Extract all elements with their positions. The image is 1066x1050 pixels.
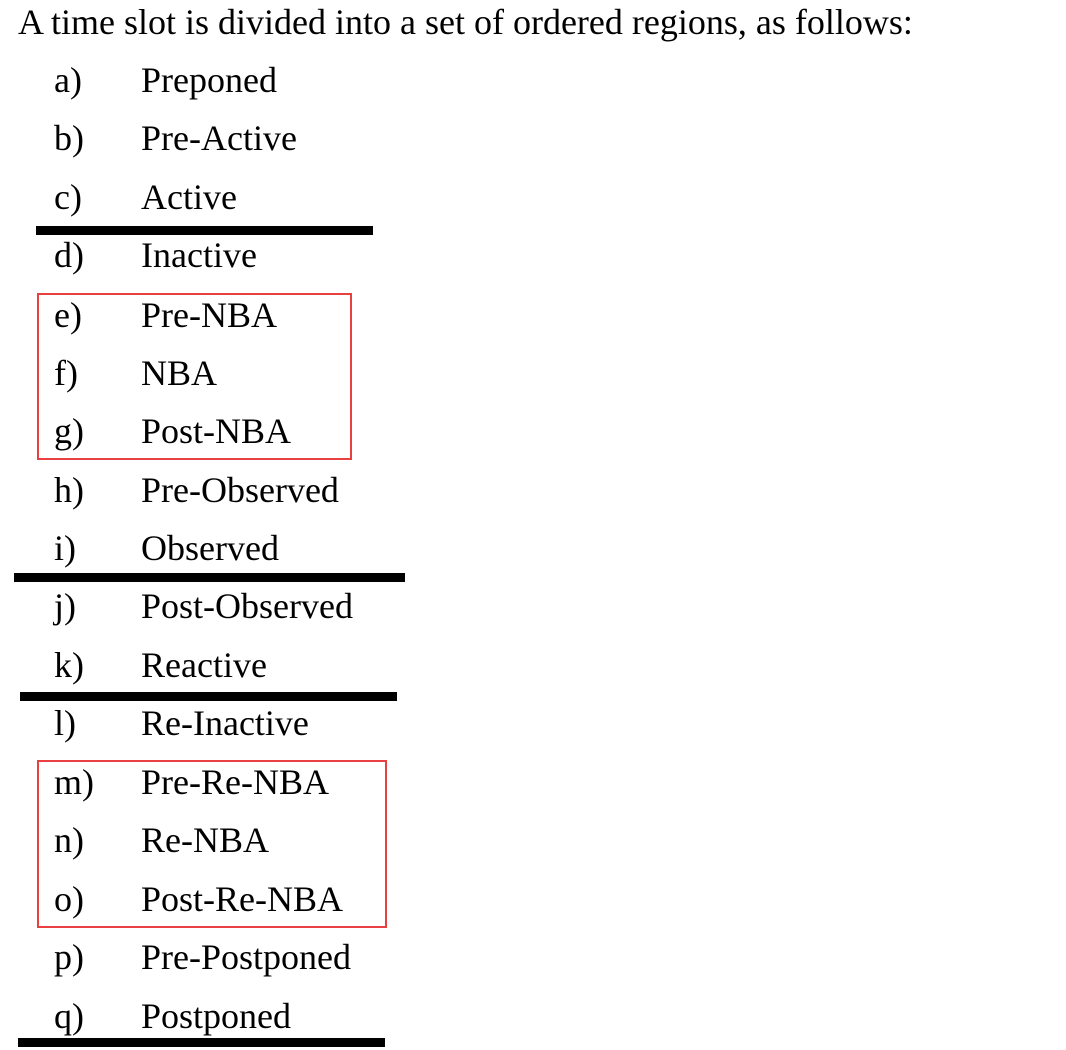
- region-item-post-nba: [0, 406, 420, 456]
- region-name: NBA: [141, 353, 218, 393]
- region-name: Re-Inactive: [141, 703, 309, 743]
- region-letter: c): [54, 177, 82, 217]
- region-item-reactive: [0, 640, 420, 690]
- region-name: Postponed: [141, 996, 292, 1036]
- region-name: Pre-NBA: [141, 295, 277, 335]
- region-letter: g): [54, 411, 84, 451]
- region-letter: i): [54, 528, 76, 568]
- region-item-post-re-nba: [0, 874, 420, 924]
- region-letter: e): [54, 295, 82, 335]
- region-name: Re-NBA: [141, 820, 269, 860]
- region-item-re-inactive: [0, 698, 420, 748]
- region-letter: a): [54, 60, 82, 100]
- region-letter: j): [54, 586, 76, 626]
- region-name: Pre-Postponed: [141, 937, 351, 977]
- region-letter: n): [54, 820, 84, 860]
- region-letter: h): [54, 470, 84, 510]
- region-item-active: [0, 172, 420, 222]
- region-letter: q): [54, 996, 84, 1036]
- region-item-re-nba: [0, 815, 420, 865]
- region-name: Active: [141, 177, 237, 217]
- region-name: Post-Observed: [141, 586, 353, 626]
- region-letter: f): [54, 353, 78, 393]
- region-letter: k): [54, 645, 84, 685]
- region-name: Pre-Active: [141, 118, 297, 158]
- region-letter: m): [54, 762, 94, 802]
- divider-after-postponed: [18, 1038, 385, 1047]
- region-item-pre-active: [0, 113, 420, 163]
- region-name: Post-NBA: [141, 411, 292, 451]
- region-item-post-observed: [0, 581, 420, 631]
- region-letter: o): [54, 879, 84, 919]
- region-item-nba: [0, 348, 420, 398]
- region-name: Pre-Re-NBA: [141, 762, 329, 802]
- region-item-pre-observed: [0, 465, 420, 515]
- region-name: Observed: [141, 528, 279, 568]
- region-item-postponed: [0, 991, 420, 1041]
- region-letter: d): [54, 235, 84, 275]
- region-item-pre-nba: [0, 290, 420, 340]
- region-name: Pre-Observed: [141, 470, 339, 510]
- region-letter: l): [54, 703, 76, 743]
- region-letter: p): [54, 937, 84, 977]
- intro-text: A time slot is divided into a set of ordered regions, as follows:: [18, 2, 913, 42]
- region-item-preponed: [0, 55, 420, 105]
- region-name: Inactive: [141, 235, 257, 275]
- region-item-inactive: [0, 230, 420, 280]
- region-letter: b): [54, 118, 84, 158]
- region-name: Preponed: [141, 60, 277, 100]
- region-name: Post-Re-NBA: [141, 879, 344, 919]
- region-item-pre-re-nba: [0, 757, 420, 807]
- region-item-pre-postponed: [0, 932, 420, 982]
- region-name: Reactive: [141, 645, 267, 685]
- region-item-observed: [0, 523, 420, 573]
